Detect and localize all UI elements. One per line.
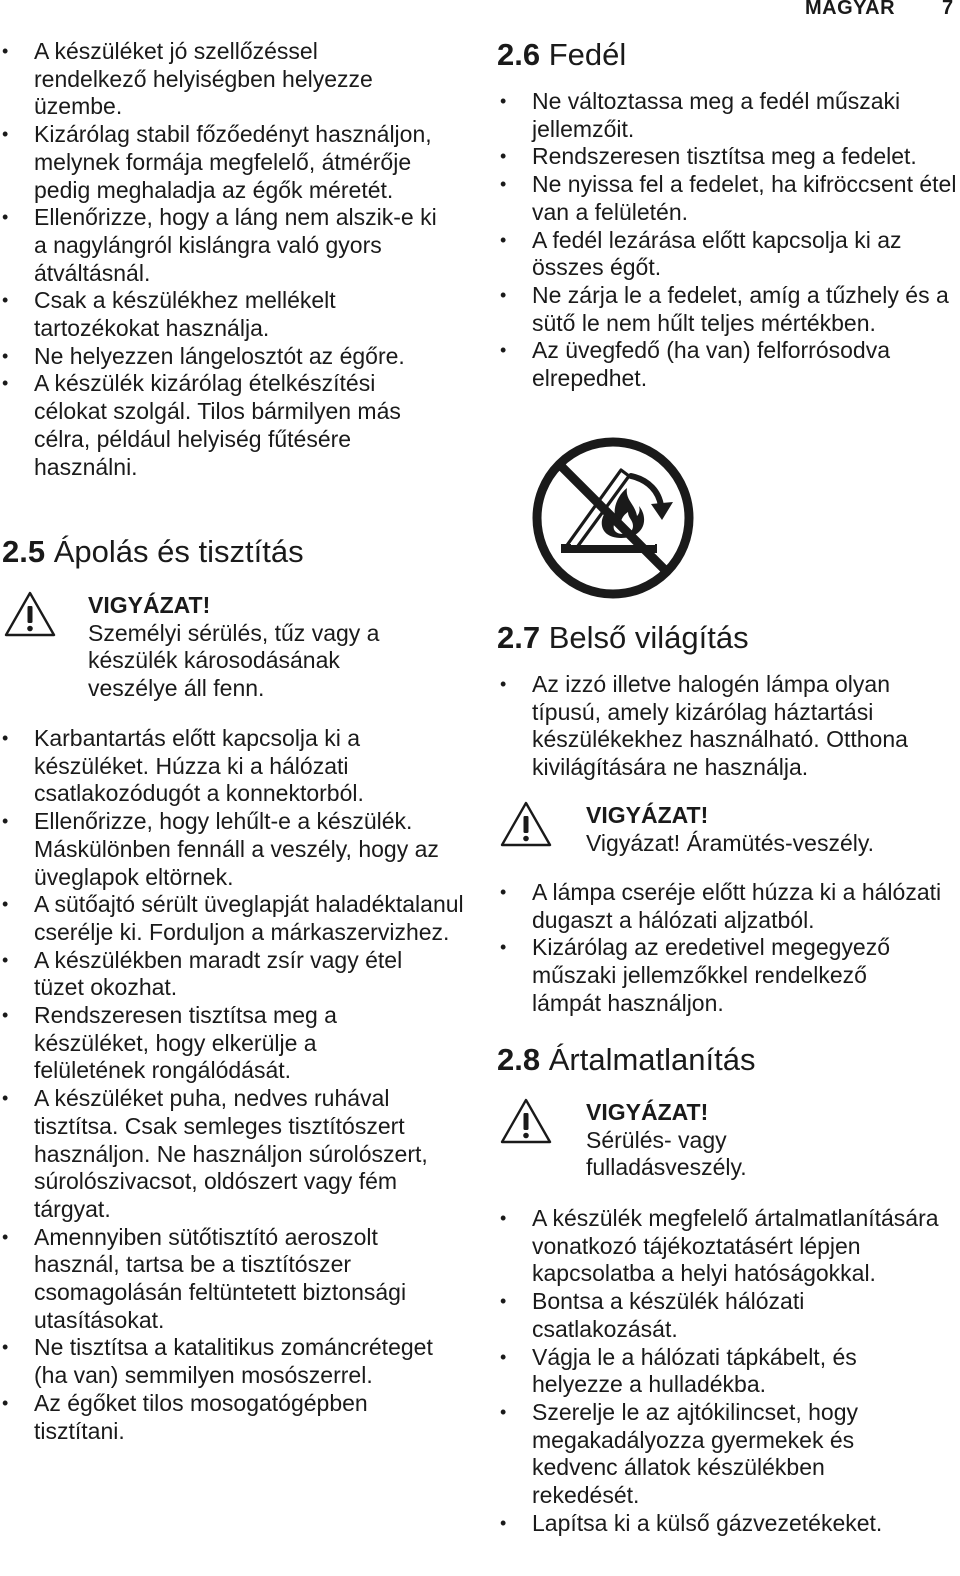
lid-list bbox=[497, 88, 957, 393]
warning-triangle-icon bbox=[4, 590, 56, 638]
list-item: • Ne helyezzen lángelosztót az égőre. bbox=[0, 343, 474, 371]
list-item: • Ne nyissa fel a fedelet, ha kifröccsent étel van a felületén. bbox=[497, 171, 960, 226]
list-item: • Az izzó illetve halogén lámpa olyan típusú, amely kizárólag háztartási készülékekhez használható. Otthona kivilágítására ne használja. bbox=[497, 671, 952, 782]
list-item: • Ne tisztítsa a katalitikus zománcréteget (ha van) semmilyen mosószerrel. bbox=[0, 1334, 444, 1389]
list-item: • Lapítsa ki a külső gázvezetékeket. bbox=[497, 1510, 960, 1538]
section-title: Ápolás és tisztítás bbox=[53, 534, 304, 569]
warning-title: VIGYÁZAT! bbox=[586, 1099, 709, 1125]
list-item: • Az égőket tilos mosogatógépben tisztítani. bbox=[0, 1390, 424, 1445]
list-item: • A készüléket jó szellőzéssel rendelkező helyiségben helyezze üzembe. bbox=[0, 38, 424, 121]
warning-text: Vigyázat! Áramütés-veszély. bbox=[586, 829, 875, 856]
section-number: 2.6 bbox=[497, 37, 541, 72]
list-item: • Ne zárja le a fedelet, amíg a tűzhely és a sütő le nem hűlt teljes mértékben. bbox=[497, 282, 952, 337]
section-title: Fedél bbox=[548, 37, 627, 72]
list-item: • Szerelje le az ajtókilincset, hogy megakadályozza gyermekek és kedvenc állatok készülékben rekedését. bbox=[497, 1399, 932, 1510]
section-title: Belső világítás bbox=[548, 620, 749, 655]
list-item: • A sütőajtó sérült üveglapját haladéktalanul cserélje ki. Forduljon a márkaszervizhez. bbox=[0, 891, 464, 946]
list-item: • Ellenőrizze, hogy a láng nem alszik-e ki a nagylángról kislángra való gyors átváltásnál. bbox=[0, 204, 454, 287]
page-header bbox=[0, 0, 960, 21]
list-item: • Karbantartás előtt kapcsolja ki a készüléket. Húzza ki a hálózati csatlakozódugót a konnektorból. bbox=[0, 725, 459, 808]
list-item: • A lámpa cseréje előtt húzza ki a hálózati dugaszt a hálózati aljzatból. bbox=[497, 879, 960, 934]
list-item: • Rendszeresen tisztítsa meg a fedelet. bbox=[497, 143, 960, 171]
list-item: • Bontsa a készülék hálózati csatlakozását. bbox=[497, 1288, 872, 1343]
warning-block bbox=[500, 800, 957, 862]
list-item: • A készüléket puha, nedves ruhával tisztítsa. Csak semleges tisztítószert használjon. Ne használjon súrolószert, súrolószivacsot, oldószert vagy fém tárgyat. bbox=[0, 1085, 470, 1224]
no-closing-lid-over-flame-icon bbox=[531, 436, 695, 600]
care-cleaning-list bbox=[0, 725, 470, 1445]
section-number: 2.7 bbox=[497, 620, 541, 655]
list-item: • Amennyiben sütőtisztító aeroszolt használ, tartsa be a tisztítószer csomagolásán feltüntetett biztonsági utasításokat. bbox=[0, 1224, 454, 1335]
list-item: • Kizárólag stabil főzőedényt használjon, melynek formája megfelelő, átmérője pedig meghaladja az égők méretét. bbox=[0, 121, 454, 204]
section-title: Ártalmatlanítás bbox=[548, 1042, 756, 1077]
disposal-list bbox=[497, 1205, 957, 1537]
warning-block bbox=[4, 590, 470, 700]
warning-triangle-icon bbox=[500, 1097, 552, 1145]
section-number: 2.8 bbox=[497, 1042, 541, 1077]
section-heading-2-7 bbox=[497, 620, 749, 656]
warning-block bbox=[500, 1097, 957, 1187]
lighting-list bbox=[497, 879, 957, 1018]
header-language: MAGYAR bbox=[805, 0, 896, 19]
list-item: • Ne változtassa meg a fedél műszaki jellemzőit. bbox=[497, 88, 942, 143]
section-heading-2-5 bbox=[2, 534, 304, 570]
list-item: • A készülék kizárólag ételkészítési célokat szolgál. Tilos bármilyen más célra, például helyiség fűtésére használni. bbox=[0, 370, 454, 481]
warning-title: VIGYÁZAT! bbox=[586, 802, 709, 828]
section-heading-2-6 bbox=[497, 37, 626, 73]
list-item: • Kizárólag az eredetivel megegyező műszaki jellemzőkkel rendelkező lámpát használjon. bbox=[497, 934, 932, 1017]
warning-text: Személyi sérülés, tűz vagy a készülék károsodásának veszélye áll fenn. bbox=[88, 619, 380, 702]
list-item: • Az üvegfedő (ha van) felforrósodva elrepedhet. bbox=[497, 337, 952, 392]
warning-text: Sérülés- vagy fulladásveszély. bbox=[586, 1126, 747, 1181]
warning-triangle-icon bbox=[500, 800, 552, 848]
list-item: • Rendszeresen tisztítsa meg a készüléket, hogy elkerülje a felületének rongálódását. bbox=[0, 1002, 394, 1085]
intro-list bbox=[0, 38, 470, 481]
section-heading-2-8 bbox=[497, 1042, 756, 1078]
list-item: • A készülékben maradt zsír vagy étel tüzet okozhat. bbox=[0, 947, 454, 1002]
warning-title: VIGYÁZAT! bbox=[88, 592, 211, 618]
list-item: • Csak a készülékhez mellékelt tartozékokat használja. bbox=[0, 287, 374, 342]
list-item: • Vágja le a hálózati tápkábelt, és helyezze a hulladékba. bbox=[497, 1344, 922, 1399]
page-number: 7 bbox=[942, 0, 954, 19]
list-item: • A fedél lezárása előtt kapcsolja ki az összes égőt. bbox=[497, 227, 952, 282]
list-item: • A készülék megfelelő ártalmatlanítására vonatkozó tájékoztatásért lépjen kapcsolatba a helyi hatóságokkal. bbox=[497, 1205, 960, 1288]
section-number: 2.5 bbox=[2, 534, 46, 569]
lighting-intro-list bbox=[497, 671, 957, 782]
list-item: • Ellenőrizze, hogy lehűlt-e a készülék. Máskülönben fennáll a veszély, hogy az üveglapok eltörnek. bbox=[0, 808, 454, 891]
